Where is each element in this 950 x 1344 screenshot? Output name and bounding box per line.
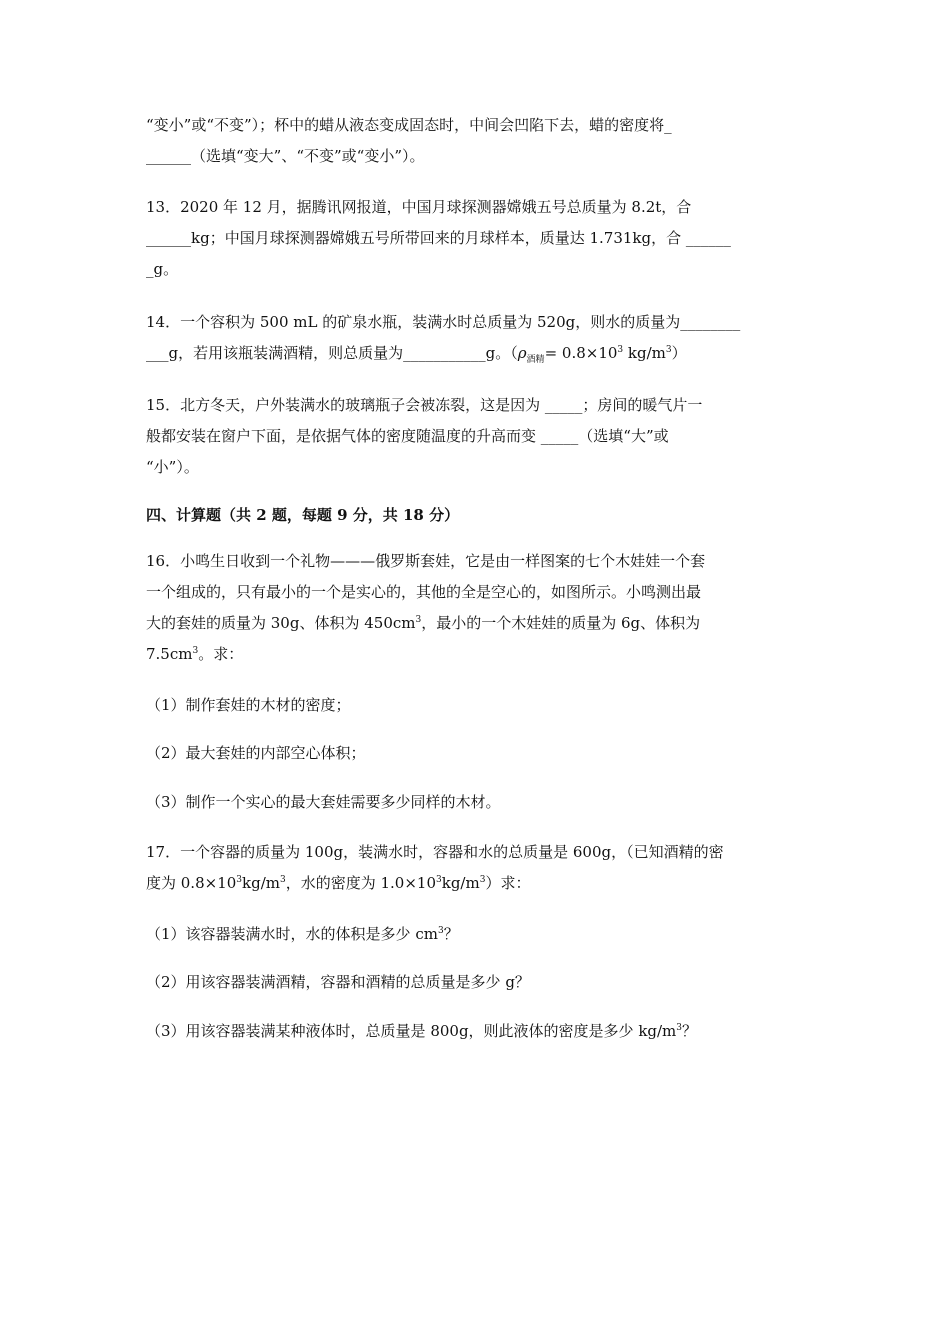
question-17-sub-3: [146, 1016, 806, 1047]
exponent: 3: [676, 1023, 683, 1033]
sub-question-text: （2）用该容器装满酒精，容器和酒精的总质量是多少 g？: [146, 973, 530, 991]
question-15-line-2: 般都安装在窗户下面，是依据气体的密度随温度的升高而变 _____（选填“大”或: [146, 427, 669, 445]
question-13-line-2: ______kg；中国月球探测器嫦娥五号所带回来的月球样本，质量达 1.731kg，合 ______: [146, 229, 731, 247]
question-16-sub-2: [146, 738, 806, 769]
rho-symbol: ρ: [517, 344, 527, 362]
question-16-line-4-b: 。求：: [198, 645, 244, 663]
question-16: [146, 546, 806, 670]
exponent: 3: [236, 875, 243, 885]
question-14-line-2: [146, 338, 806, 369]
section-4-title: 四、计算题（共 2 题，每题 9 分，共 18 分）: [146, 506, 460, 524]
question-16-line-4: [146, 639, 806, 670]
text-fragment: 度为 0.8×10: [146, 874, 237, 892]
exponent: 3: [192, 646, 199, 656]
exponent: 3: [279, 875, 286, 885]
exponent: 3: [665, 345, 672, 355]
sub-question-text: （1）制作套娃的木材的密度；: [146, 696, 351, 714]
question-16-sub-3: [146, 787, 806, 818]
section-heading: [146, 500, 806, 531]
question-13: [146, 192, 806, 285]
sub-question-text: [146, 919, 806, 950]
text-fragment: （1）该容器装满水时，水的体积是多少 cm: [146, 925, 438, 943]
text-fragment: kg/m: [441, 874, 480, 892]
text-fragment: ）求：: [485, 874, 531, 892]
question-17: [146, 837, 806, 899]
question-15: [146, 390, 806, 483]
question-15-line-1: 15．北方冬天，户外装满水的玻璃瓶子会被冻裂，这是因为 _____；房间的暖气片一: [146, 396, 703, 414]
text-fragment: ？: [682, 1022, 698, 1040]
question-17-line-2: [146, 868, 806, 899]
question-17-sub-1: [146, 919, 806, 950]
question-12-line-2: ______（选填“变大”、“不变”或“变小”）。: [146, 147, 425, 165]
question-15-line-3: “小”）。: [146, 458, 199, 476]
question-12-line-1: “变小”或“不变”）；杯中的蜡从液态变成固态时，中间会凹陷下去，蜡的密度将_: [146, 116, 672, 134]
density-unit: kg/m: [623, 344, 666, 362]
question-16-line-3: [146, 608, 806, 639]
text-fragment: ，水的密度为 1.0×10: [285, 874, 436, 892]
question-13-line-1: 13．2020 年 12 月，据腾讯网报道，中国月球探测器嫦娥五号总质量为 8.2t，合: [146, 198, 692, 216]
exponent: 3: [436, 875, 442, 885]
question-14-line-1: 14．一个容积为 500 mL 的矿泉水瓶，装满水时总质量为 520g，则水的质量为________: [146, 313, 741, 331]
exponent: 3: [415, 615, 422, 625]
exponent: 3: [617, 345, 624, 355]
closing-paren: ）: [671, 344, 687, 362]
exponent: 3: [437, 926, 444, 936]
text-fragment: （3）用该容器装满某种液体时，总质量是 800g，则此液体的密度是多少 kg/m: [146, 1022, 677, 1040]
question-16-line-4-a: 7.5cm: [146, 645, 193, 663]
question-13-line-3: _g。: [146, 260, 179, 278]
question-16-line-3-a: 大的套娃的质量为 30g、体积为 450cm: [146, 614, 416, 632]
question-12-tail: [146, 110, 806, 172]
sub-question-text: （2）最大套娃的内部空心体积；: [146, 744, 366, 762]
question-17-line-1: 17．一个容器的质量为 100g，装满水时，容器和水的总质量是 600g，（已知酒精的密: [146, 843, 724, 861]
question-16-line-1: 16．小鸣生日收到一个礼物———俄罗斯套娃，它是由一样图案的七个木娃娃一个套: [146, 552, 706, 570]
rho-subscript: 酒精: [526, 355, 545, 365]
question-16-line-2: 一个组成的，只有最小的一个是实心的，其他的全是空心的，如图所示。小鸣测出最: [146, 583, 702, 601]
sub-question-text: [146, 1016, 806, 1047]
question-16-line-3-b: ，最小的一个木娃娃的质量为 6g、体积为: [421, 614, 701, 632]
density-value: = 0.8×10: [544, 344, 618, 362]
question-16-sub-1: [146, 690, 806, 721]
sub-question-text: （3）制作一个实心的最大套娃需要多少同样的木材。: [146, 793, 501, 811]
text-fragment: ？: [443, 925, 459, 943]
question-14-line-2-text: ___g，若用该瓶装满酒精，则总质量为___________g。（: [146, 344, 518, 362]
exponent: 3: [479, 875, 486, 885]
question-14: [146, 307, 806, 369]
text-fragment: kg/m: [242, 874, 280, 892]
question-17-sub-2: [146, 967, 806, 998]
